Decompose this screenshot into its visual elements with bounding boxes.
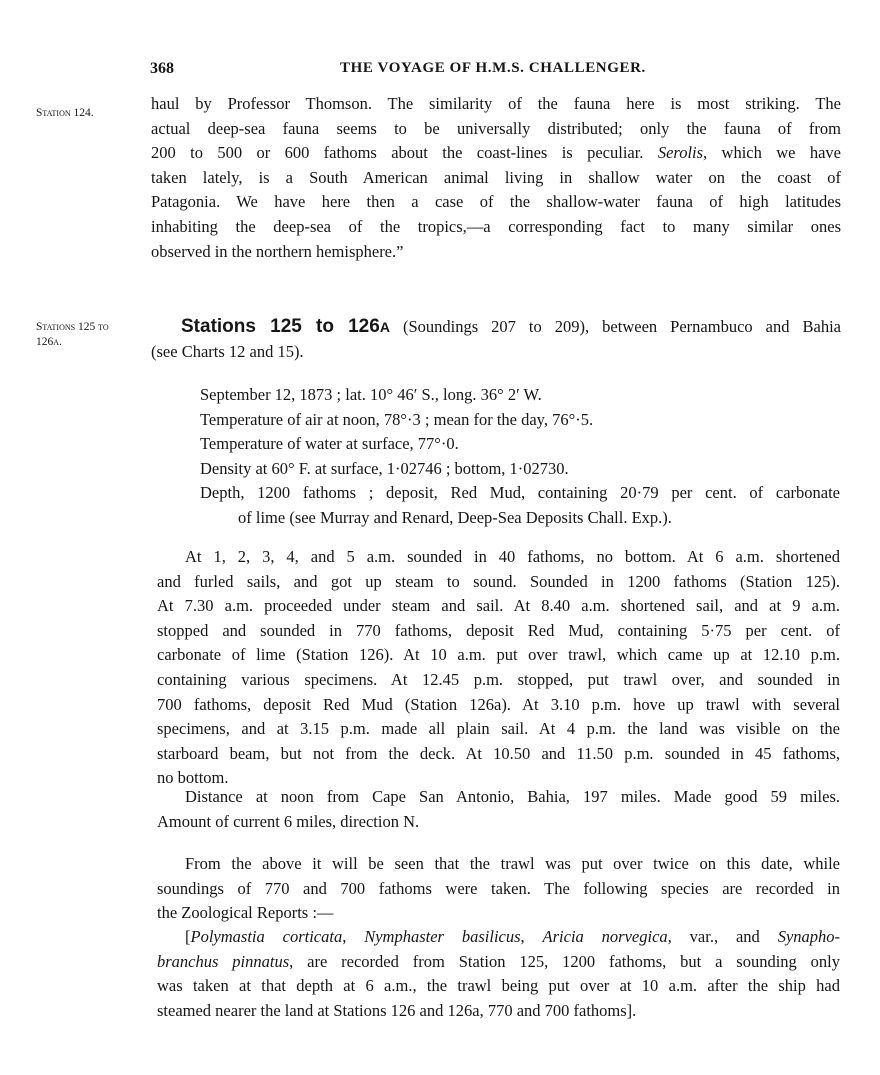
text-line: the Zoological Reports :—	[157, 903, 334, 923]
text-line: 700 fathoms, deposit Red Mud (Station 126a). At 3.10 p.m. hove up trawl with several	[157, 694, 840, 714]
observation-list	[200, 383, 840, 531]
observation-water-temperature: Temperature of water at surface, 77°·0.	[200, 434, 459, 454]
margin-note-station-124: Station 124.	[36, 107, 94, 119]
text-line: containing various specimens. At 12.45 p.m. stopped, put trawl over, and sounded in	[157, 669, 840, 689]
text-line: Amount of current 6 miles, direction N.	[157, 811, 420, 831]
text-line: haul by Professor Thomson. The similarity of the fauna here is most striking. The	[151, 94, 841, 113]
observation-depth: Depth, 1200 fathoms ; deposit, Red Mud, containing 20·79 per cent. of carbonate	[200, 483, 840, 503]
text-line: actual deep-sea fauna seems to be universally distributed; only the fauna of from	[151, 118, 841, 138]
page-number: 368	[150, 60, 174, 77]
running-head	[150, 60, 840, 82]
text-line: At 7.30 a.m. proceeded under steam and sail. At 8.40 a.m. shortened sail, and at 9 a.m.	[157, 596, 840, 616]
text-line: carbonate of lime (Station 126). At 10 a.m. put over trawl, which came up at 12.10 p.m.	[157, 645, 840, 665]
text-line: specimens, and at 3.15 p.m. made all plain sail. At 4 p.m. the land was visible on the	[157, 719, 840, 739]
paragraph-trawl-summary	[157, 852, 840, 926]
observation-depth-continued: of lime (see Murray and Renard, Deep-Sea Deposits Chall. Exp.).	[238, 507, 672, 527]
text-line: and furled sails, and got up steam to sound. Sounded in 1200 fathoms (Station 125).	[157, 571, 840, 591]
paragraph-soundings-log	[157, 545, 840, 791]
text-line: Patagonia. We have here then a case of the shallow-water fauna of high latitudes	[151, 192, 841, 212]
station-heading-block	[151, 315, 841, 364]
text-line: From the above it will be seen that the trawl was put over twice on this date, while	[185, 854, 840, 873]
station-heading-line: Stations 125 to 126A (Soundings 207 to 209), between Pernambuco and Bahia	[181, 316, 841, 337]
text-line: [Polymastia corticata, Nymphaster basilicus, Aricia norvegica, var., and Synapho-	[185, 927, 841, 946]
text-line: (see Charts 12 and 15).	[151, 341, 304, 361]
species-name: Aricia norvegica	[542, 927, 668, 946]
margin-note-stations-125-126a	[36, 320, 146, 350]
paragraph-fauna-quote	[151, 92, 841, 264]
text-line: 200 to 500 or 600 fathoms about the coast-lines is peculiar. Serolis, which we have	[151, 143, 841, 163]
observation-density: Density at 60° F. at surface, 1·02746 ; bottom, 1·02730.	[200, 458, 569, 478]
observation-air-temperature: Temperature of air at noon, 78°·3 ; mean for the day, 76°·5.	[200, 409, 594, 429]
text-line: observed in the northern hemisphere.”	[151, 241, 404, 261]
species-name: branchus pinnatus	[157, 951, 290, 971]
paragraph-species-list	[157, 925, 840, 1023]
text-line: was taken at that depth at 6 a.m., the trawl being put over at 10 a.m. after the ship had	[157, 976, 840, 996]
paragraph-distance	[157, 785, 840, 834]
text-line: starboard beam, but not from the deck. At 10.50 and 11.50 p.m. sounded in 45 fathoms,	[157, 743, 840, 763]
running-title: THE VOYAGE OF H.M.S. CHALLENGER.	[340, 60, 646, 76]
text-line: steamed nearer the land at Stations 126 and 126a, 770 and 700 fathoms].	[157, 1000, 637, 1020]
species-name: Polymastia corticata	[190, 927, 343, 946]
margin-note-line: Stations 125 to	[36, 321, 109, 333]
observation-date-position: September 12, 1873 ; lat. 10° 46′ S., long. 36° 2′ W.	[200, 385, 542, 404]
species-name: Serolis	[657, 143, 704, 163]
text-line: branchus pinnatus, are recorded from Station 125, 1200 fathoms, but a sounding only	[157, 951, 840, 971]
species-name: Synapho-	[777, 927, 841, 946]
text-line: taken lately, is a South American animal living in shallow water on the coast of	[151, 167, 841, 187]
species-name: Nymphaster basilicus	[364, 927, 521, 946]
text-line: soundings of 770 and 700 fathoms were taken. The following species are recorded in	[157, 878, 840, 898]
text-line: no bottom.	[157, 768, 229, 788]
margin-note-line: 126a.	[36, 336, 62, 348]
station-heading: Stations 125 to 126A	[181, 316, 390, 337]
text-line: Distance at noon from Cape San Antonio, Bahia, 197 miles. Made good 59 miles.	[185, 787, 840, 806]
text-line: stopped and sounded in 770 fathoms, deposit Red Mud, containing 5·75 per cent. of	[157, 620, 840, 640]
text-line: At 1, 2, 3, 4, and 5 a.m. sounded in 40 fathoms, no bottom. At 6 a.m. shortened	[185, 547, 840, 566]
text-line: inhabiting the deep-sea of the tropics,—a corresponding fact to many similar ones	[151, 216, 841, 236]
